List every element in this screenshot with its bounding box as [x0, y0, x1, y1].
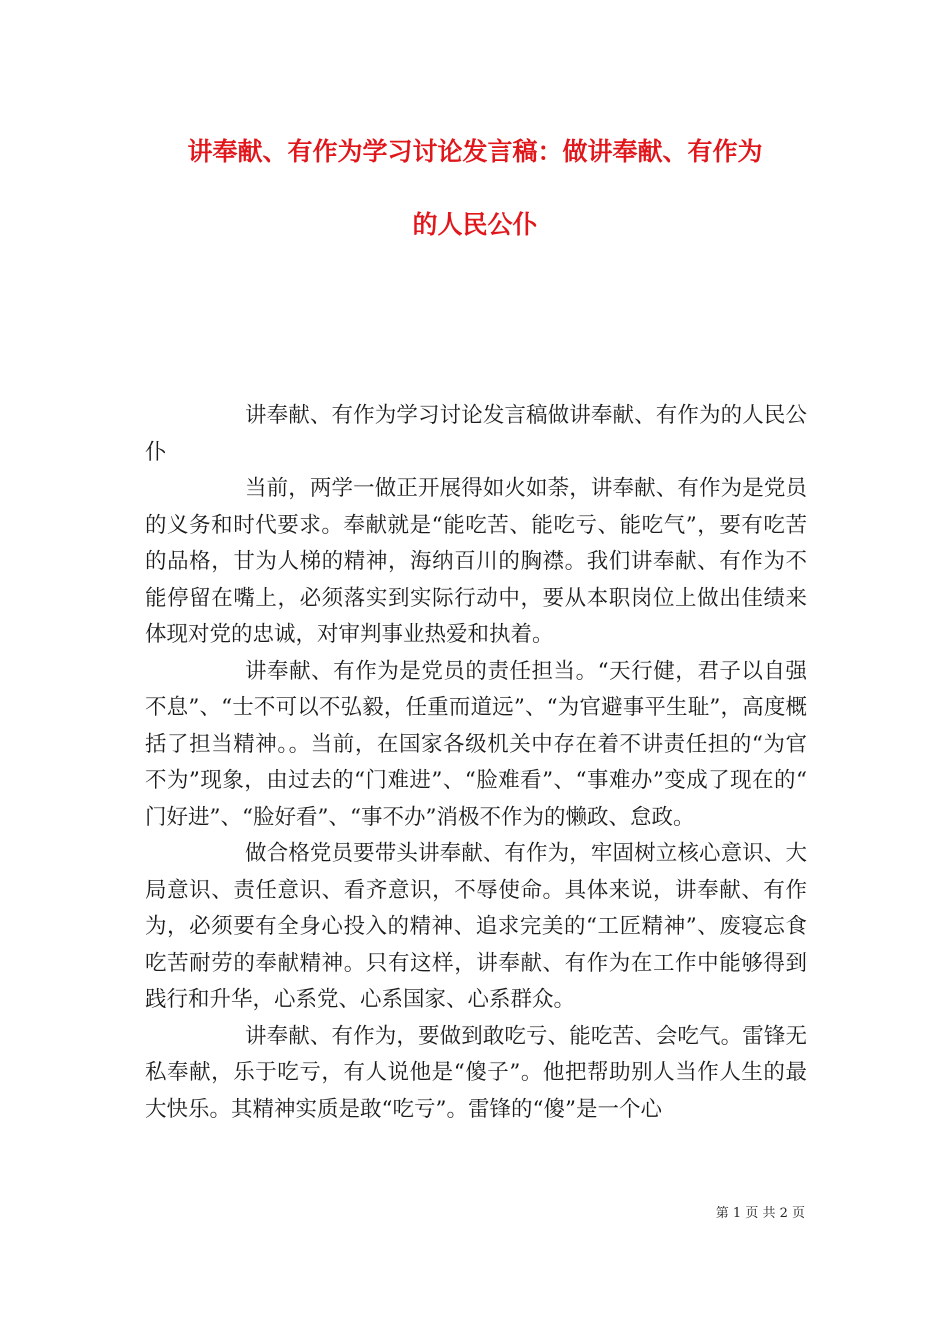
paragraph-1: 讲奉献、有作为学习讨论发言稿做讲奉献、有作为的人民公仆 [145, 403, 807, 465]
paragraph-4: 做合格党员要带头讲奉献、有作为，牢固树立核心意识、大局意识、责任意识、看齐意识，不辱使命。具体来说，讲奉献、有作为，必须要有全身心投入的精神、追求完美的“工匠精神”、废寝忘食吃苦耐劳的奉献精神。只有这样，讲奉献、有作为在工作中能够得到践行和升华，心系党、心系国家、心系群众。 [145, 841, 807, 1012]
paragraph-3: 讲奉献、有作为是党员的责任担当。“天行健，君子以自强不息”、“士不可以不弘毅，任重而道远”、“为官避事平生耻”，高度概括了担当精神。。当前，在国家各级机关中存在着不讲责任担的“为官不为”现象，由过去的“门难进”、“脸难看”、“事难办”变成了现在的“门好进”、“脸好看”、“事不办”消极不作为的懒政、怠政。 [145, 658, 807, 830]
document-title-line-1: 讲奉献、有作为学习讨论发言稿：做讲奉献、有作为 [187, 137, 763, 166]
document-body [145, 398, 807, 1128]
paragraph-5: 讲奉献、有作为，要做到敢吃亏、能吃苦、会吃气。雷锋无私奉献，乐于吃亏，有人说他是“傻子”。他把帮助别人当作人生的最大快乐。其精神实质是敢“吃亏”。雷锋的“傻”是一个心 [145, 1023, 807, 1122]
page-footer: 第 1 页 共 2 页 [715, 1206, 805, 1221]
document-title-line-2: 的人民公仆 [412, 210, 538, 239]
paragraph-2: 当前，两学一做正开展得如火如荼，讲奉献、有作为是党员的义务和时代要求。奉献就是“能吃苦、能吃亏、能吃气”，要有吃苦的品格，甘为人梯的精神，海纳百川的胸襟。我们讲奉献、有作为不能停留在嘴上，必须落实到实际行动中，要从本职岗位上做出佳绩来体现对党的忠诚，对审判事业热爱和执着。 [145, 476, 807, 647]
